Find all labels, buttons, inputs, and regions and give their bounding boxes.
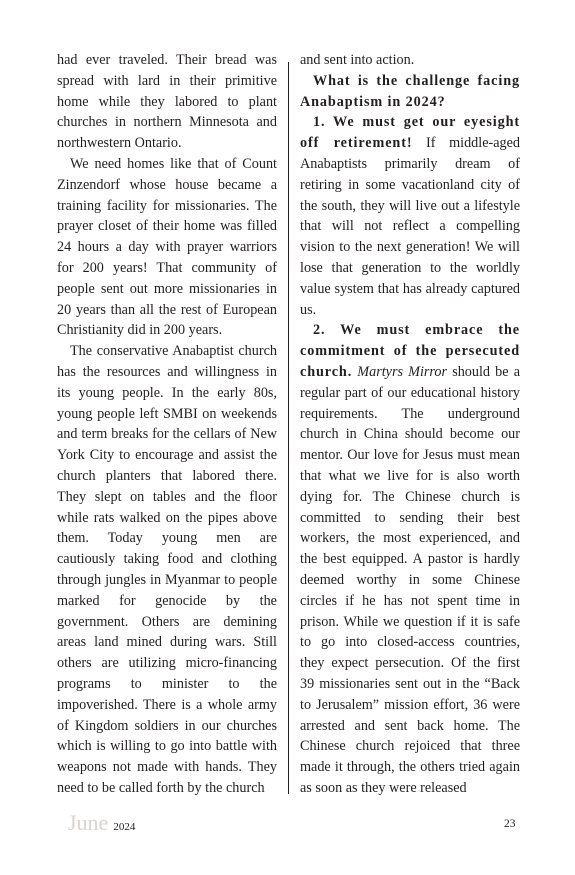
footer-year: 2024 bbox=[113, 821, 136, 833]
point-1-heading: 1. We must get our eyesight off retirement! bbox=[300, 114, 520, 152]
point-2-paragraph bbox=[300, 320, 520, 798]
footer-month: June bbox=[68, 810, 109, 835]
left-paragraph-2: We need homes like that of Count Zinzendorf whose house became a training facility for missionaries. The prayer closet of their home was filled 24 hours a day with prayer warriors for 200 years! That community of people sent out more missionaries in 20 years than all the rest of European Christianity did in 200 years. bbox=[57, 155, 277, 339]
left-paragraph-1: had ever traveled. Their bread was spread with lard in their primitive home while they labored to plant churches in northern Minnesota and northwestern Ontario. bbox=[57, 52, 277, 152]
column-divider bbox=[288, 62, 289, 794]
point-1-paragraph bbox=[300, 112, 520, 320]
point-2-italic-title: Martyrs Mirror bbox=[357, 363, 448, 380]
point-2-heading: 2. We must embrace the commitment of the persecuted church. bbox=[300, 322, 520, 380]
left-paragraph-3: The conservative Anabaptist church has the resources and willingness in its young people. In the early 80s, young people left SMBI on weekends and term breaks for the cellars of New York City to encourage and assist the church planters that labored there. They slept on tables and the floor while rats walked on the pipes above them. Today young men are cautiously taking food and clothing through jungles in Myanmar to people marked for genocide by the government. Others are demining areas land mined during wars. Still others are utilizing micro-financing programs to minister to the impoverished. There is a whole army of Kingdom soldiers in our churches which is willing to go into battle with weapons not made with hands. They need to be called forth by the church bbox=[57, 343, 277, 796]
right-column bbox=[300, 50, 520, 799]
footer-issue-date bbox=[68, 810, 135, 836]
section-heading: What is the challenge facing Anabaptism in 2024? bbox=[300, 72, 520, 110]
left-column bbox=[57, 50, 277, 799]
page-number: 23 bbox=[504, 818, 516, 830]
point-1-text: If middle-aged Anabaptists primarily dream of retiring in some vacationland city of the south, they will live out a lifestyle that will not reflect a compelling vision to the next generation! We will lose that generation to the worldly value system that has already captured us. bbox=[300, 135, 521, 318]
right-paragraph-1: and sent into action. bbox=[300, 52, 415, 68]
point-2-text: should be a regular part of our educational history requirements. The underground church in China should become our mentor. Our love for Jesus must mean that what we live for is also worth dying for. The Chinese church is committed to sending their best workers, the most experienced, and the best equipped. A pastor is hardly deemed worthy in some Chinese circles if he has not spent time in prison. While we question if it is safe to go into closed-access countries, they expect persecution. Of the first 39 missionaries sent out in the “Back to Jerusalem” mission effort, 36 were arrested and sent back home. The Chinese church rejoiced that three made it through, the others tried again as soon as they were released bbox=[300, 363, 520, 796]
